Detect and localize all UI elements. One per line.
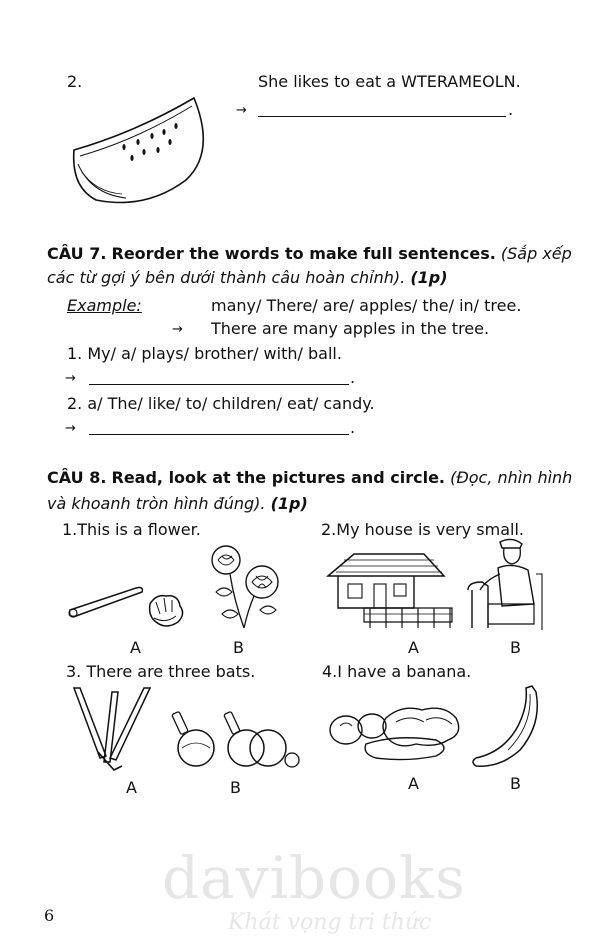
cau8-item-3-prompt: 3. There are three bats. bbox=[66, 662, 256, 681]
cau8-instruction: Read, look at the pictures and circle. bbox=[111, 468, 445, 487]
cau7-item-2-answer-line[interactable] bbox=[89, 434, 349, 435]
watermark-brand: davibooks bbox=[162, 844, 466, 912]
cau7-item-1-answer-line[interactable] bbox=[89, 384, 349, 385]
cau8-translation-line1: (Đọc, nhìn hình bbox=[450, 468, 573, 487]
table-tennis-paddles-picture[interactable] bbox=[168, 708, 304, 772]
cau7-example-words: many/ There/ are/ apples/ the/ in/ tree. bbox=[211, 296, 522, 315]
cau8-heading-line2 bbox=[47, 492, 308, 516]
cau8-item-4-option-b[interactable]: B bbox=[510, 774, 521, 793]
cau8-item-2-option-a[interactable]: A bbox=[408, 638, 419, 657]
cau7-instruction: Reorder the words to make full sentences. bbox=[111, 244, 496, 263]
cau7-points: (1p) bbox=[410, 268, 448, 287]
cau8-heading bbox=[47, 466, 572, 490]
cau7-translation-line2: các từ gợi ý bên dưới thành câu hoàn chỉnh). bbox=[47, 268, 406, 287]
cau8-item-4-prompt: 4.I have a banana. bbox=[322, 662, 472, 681]
banana-picture[interactable] bbox=[468, 684, 546, 770]
q2-answer-line[interactable] bbox=[258, 116, 506, 117]
cau7-item-1-arrow: → bbox=[65, 371, 76, 386]
cau7-item-2-period: . bbox=[350, 418, 356, 437]
q2-sentence: She likes to eat a WTERAMEOLN. bbox=[258, 72, 521, 91]
cau8-item-3-option-b[interactable]: B bbox=[230, 778, 241, 797]
cau8-item-4-option-a[interactable]: A bbox=[408, 774, 419, 793]
page-number: 6 bbox=[44, 906, 55, 925]
cau7-example-answer: There are many apples in the tree. bbox=[211, 319, 490, 338]
small-house-picture[interactable] bbox=[324, 548, 456, 632]
cau8-item-2-option-b[interactable]: B bbox=[510, 638, 521, 657]
baseball-bat-glove-picture[interactable] bbox=[66, 580, 196, 632]
cau7-item-2-prompt: 2. a/ The/ like/ to/ children/ eat/ candy. bbox=[67, 394, 375, 413]
three-bats-picture[interactable] bbox=[70, 686, 154, 774]
cau8-item-3-option-a[interactable]: A bbox=[126, 778, 137, 797]
cau7-translation-line1: (Sắp xếp bbox=[500, 244, 572, 263]
watermark-slogan: Khát vọng tri thức bbox=[228, 910, 432, 935]
cau7-item-1-period: . bbox=[350, 368, 356, 387]
cau8-translation-line2: và khoanh tròn hình đúng). bbox=[47, 494, 266, 513]
cau8-item-1-prompt: 1.This is a flower. bbox=[62, 520, 201, 539]
roses-picture[interactable] bbox=[204, 540, 286, 632]
cau7-example-arrow: → bbox=[172, 322, 183, 337]
q2-number: 2. bbox=[67, 72, 83, 91]
cau8-item-1-option-a[interactable]: A bbox=[130, 638, 141, 657]
cau7-heading-line2 bbox=[47, 266, 448, 290]
vegetables-picture[interactable] bbox=[326, 700, 464, 762]
watermelon-picture bbox=[66, 92, 216, 210]
q2-period: . bbox=[508, 100, 514, 119]
cau8-points: (1p) bbox=[270, 494, 308, 513]
cau7-item-2-arrow: → bbox=[65, 421, 76, 436]
worker-at-machine-picture[interactable] bbox=[462, 534, 544, 632]
cau8-label: CÂU 8. bbox=[47, 468, 107, 487]
cau7-heading bbox=[47, 242, 572, 266]
cau8-item-1-option-b[interactable]: B bbox=[233, 638, 244, 657]
cau8-item-2-prompt: 2.My house is very small. bbox=[321, 520, 524, 539]
cau7-example-label: Example: bbox=[67, 296, 142, 315]
cau7-label: CÂU 7. bbox=[47, 244, 107, 263]
cau7-item-1-prompt: 1. My/ a/ plays/ brother/ with/ ball. bbox=[67, 344, 342, 363]
q2-arrow: → bbox=[236, 103, 247, 118]
